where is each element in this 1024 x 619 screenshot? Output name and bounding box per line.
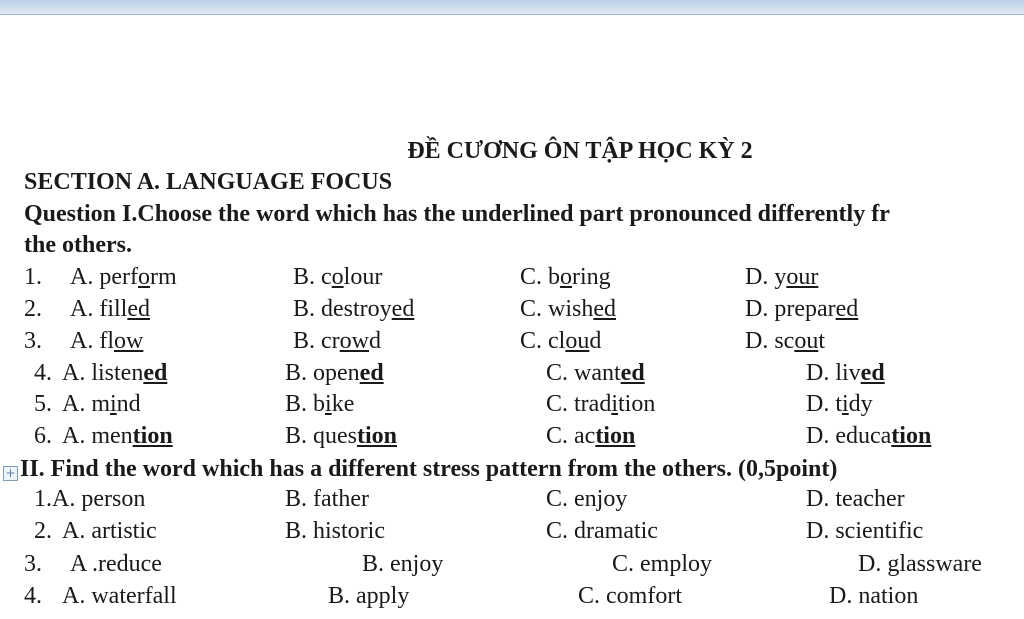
option-c: [546, 391, 655, 418]
item-number: 4.: [24, 583, 42, 609]
item-number: 1.: [24, 264, 42, 290]
option-text: d: [369, 328, 381, 354]
option-c: C. enjoy: [546, 486, 628, 512]
option-a: A. person: [52, 486, 146, 512]
question-2-heading: II. Find the word which has a different stress pattern from the others. (0,5point): [20, 456, 838, 482]
option-c: [546, 423, 635, 450]
option-text: ring: [572, 264, 611, 290]
option-c: C. employ: [612, 551, 712, 577]
document-title: ĐỀ CƯƠNG ÔN TẬP HỌC KỲ 2: [407, 138, 753, 164]
table-row: [0, 328, 1024, 358]
option-a: [70, 328, 143, 355]
underlined-part: ou: [794, 328, 819, 354]
option-text: tion: [618, 391, 656, 417]
item-number: 2.: [34, 518, 52, 544]
option-text: B. b: [285, 391, 326, 417]
question-1-instruction-line1: Question I.Choose the word which has the underlined part pronounced differently fr: [24, 201, 890, 227]
underlined-part: o: [331, 264, 344, 290]
underlined-part: ed: [593, 296, 617, 322]
option-d: [806, 391, 873, 418]
option-b: B. father: [285, 486, 369, 512]
option-b: B. enjoy: [362, 551, 444, 577]
option-text: A. fl: [70, 328, 114, 354]
option-text: C. trad: [546, 391, 612, 417]
table-row: [0, 264, 1024, 294]
option-d: D. teacher: [806, 486, 905, 512]
option-c: [520, 328, 601, 355]
option-b: [285, 423, 397, 450]
underlined-part: tion: [357, 423, 398, 449]
option-d: [806, 423, 931, 450]
option-text: D. t: [806, 391, 842, 417]
underlined-part: tion: [891, 423, 932, 449]
option-text: d: [589, 328, 602, 354]
underlined-part: ow: [114, 328, 144, 354]
option-text: B. destroy: [293, 296, 392, 322]
table-row: [0, 296, 1024, 326]
item-number: 3.: [24, 328, 42, 354]
option-text: C. b: [520, 264, 561, 290]
option-a: [70, 264, 177, 291]
option-text: A. fill: [70, 296, 128, 322]
table-row: [0, 423, 1024, 453]
item-number: 5.: [34, 391, 52, 417]
underlined-part: ed: [620, 360, 645, 386]
option-text: A. m: [62, 391, 110, 417]
option-a: A. artistic: [62, 518, 157, 544]
option-b: [293, 328, 381, 355]
item-number: 2.: [24, 296, 42, 322]
table-row: [0, 518, 1024, 548]
option-text: C. ac: [546, 423, 596, 449]
option-a: A. waterfall: [62, 583, 177, 609]
question-1-instruction-line2: the others.: [24, 232, 132, 258]
option-text: B. cr: [293, 328, 340, 354]
option-text: D. liv: [806, 360, 861, 386]
option-text: B. open: [285, 360, 360, 386]
underlined-part: ed: [359, 360, 384, 386]
underlined-part: ow: [339, 328, 369, 354]
table-row: [0, 486, 1024, 516]
option-text: A. listen: [62, 360, 144, 386]
underlined-part: ed: [860, 360, 885, 386]
option-c: C. dramatic: [546, 518, 658, 544]
window-top-bar: [0, 0, 1024, 15]
underlined-part: i: [611, 391, 618, 417]
underlined-part: tion: [595, 423, 636, 449]
option-a: [70, 296, 150, 323]
option-text: D. educa: [806, 423, 892, 449]
item-number: 3.: [24, 551, 42, 577]
option-text: C. wish: [520, 296, 594, 322]
option-text: lour: [343, 264, 383, 290]
table-row: [0, 551, 1024, 581]
underlined-part: tion: [132, 423, 173, 449]
option-text: C. cl: [520, 328, 566, 354]
option-c: [520, 296, 616, 323]
option-text: dy: [848, 391, 873, 417]
option-text: D. sc: [745, 328, 795, 354]
option-text: A. perf: [70, 264, 138, 290]
option-d: [806, 360, 885, 387]
underlined-part: i: [110, 391, 117, 417]
section-heading: SECTION A. LANGUAGE FOCUS: [24, 169, 393, 195]
option-d: [745, 328, 825, 355]
option-text: nd: [116, 391, 141, 417]
option-d: [745, 296, 858, 323]
option-c: [546, 360, 645, 387]
option-b: B. apply: [328, 583, 410, 609]
option-b: [293, 264, 382, 291]
option-b: B. historic: [285, 518, 385, 544]
table-row: [0, 360, 1024, 390]
option-d: D. nation: [829, 583, 919, 609]
table-row: [0, 391, 1024, 421]
option-text: C. want: [546, 360, 621, 386]
option-d: D. scientific: [806, 518, 924, 544]
option-text: ke: [331, 391, 355, 417]
option-text: rm: [149, 264, 177, 290]
option-d: [745, 264, 818, 291]
option-b: [293, 296, 414, 323]
option-text: A. men: [62, 423, 133, 449]
option-text: t: [818, 328, 825, 354]
underlined-part: i: [325, 391, 332, 417]
item-number: 1.: [34, 486, 52, 512]
option-a: [62, 423, 173, 450]
underlined-part: our: [786, 264, 819, 290]
item-number: 6.: [34, 423, 52, 449]
underlined-part: ed: [143, 360, 168, 386]
underlined-part: o: [137, 264, 150, 290]
option-c: [520, 264, 611, 291]
option-text: B. ques: [285, 423, 357, 449]
table-move-handle-icon[interactable]: +: [3, 466, 18, 481]
option-a: A .reduce: [70, 551, 162, 577]
underlined-part: ed: [127, 296, 150, 322]
option-text: D. prepar: [745, 296, 836, 322]
option-b: [285, 360, 384, 387]
option-b: [285, 391, 354, 418]
option-a: [62, 360, 167, 387]
underlined-part: ed: [391, 296, 415, 322]
option-d: D. glassware: [858, 551, 982, 577]
underlined-part: ou: [565, 328, 590, 354]
option-c: C. comfort: [578, 583, 682, 609]
underlined-part: ed: [835, 296, 859, 322]
item-number: 4.: [34, 360, 52, 386]
table-row: [0, 583, 1024, 613]
option-text: D. y: [745, 264, 787, 290]
underlined-part: i: [842, 391, 849, 417]
option-text: B. c: [293, 264, 332, 290]
option-a: [62, 391, 141, 418]
underlined-part: o: [560, 264, 573, 290]
